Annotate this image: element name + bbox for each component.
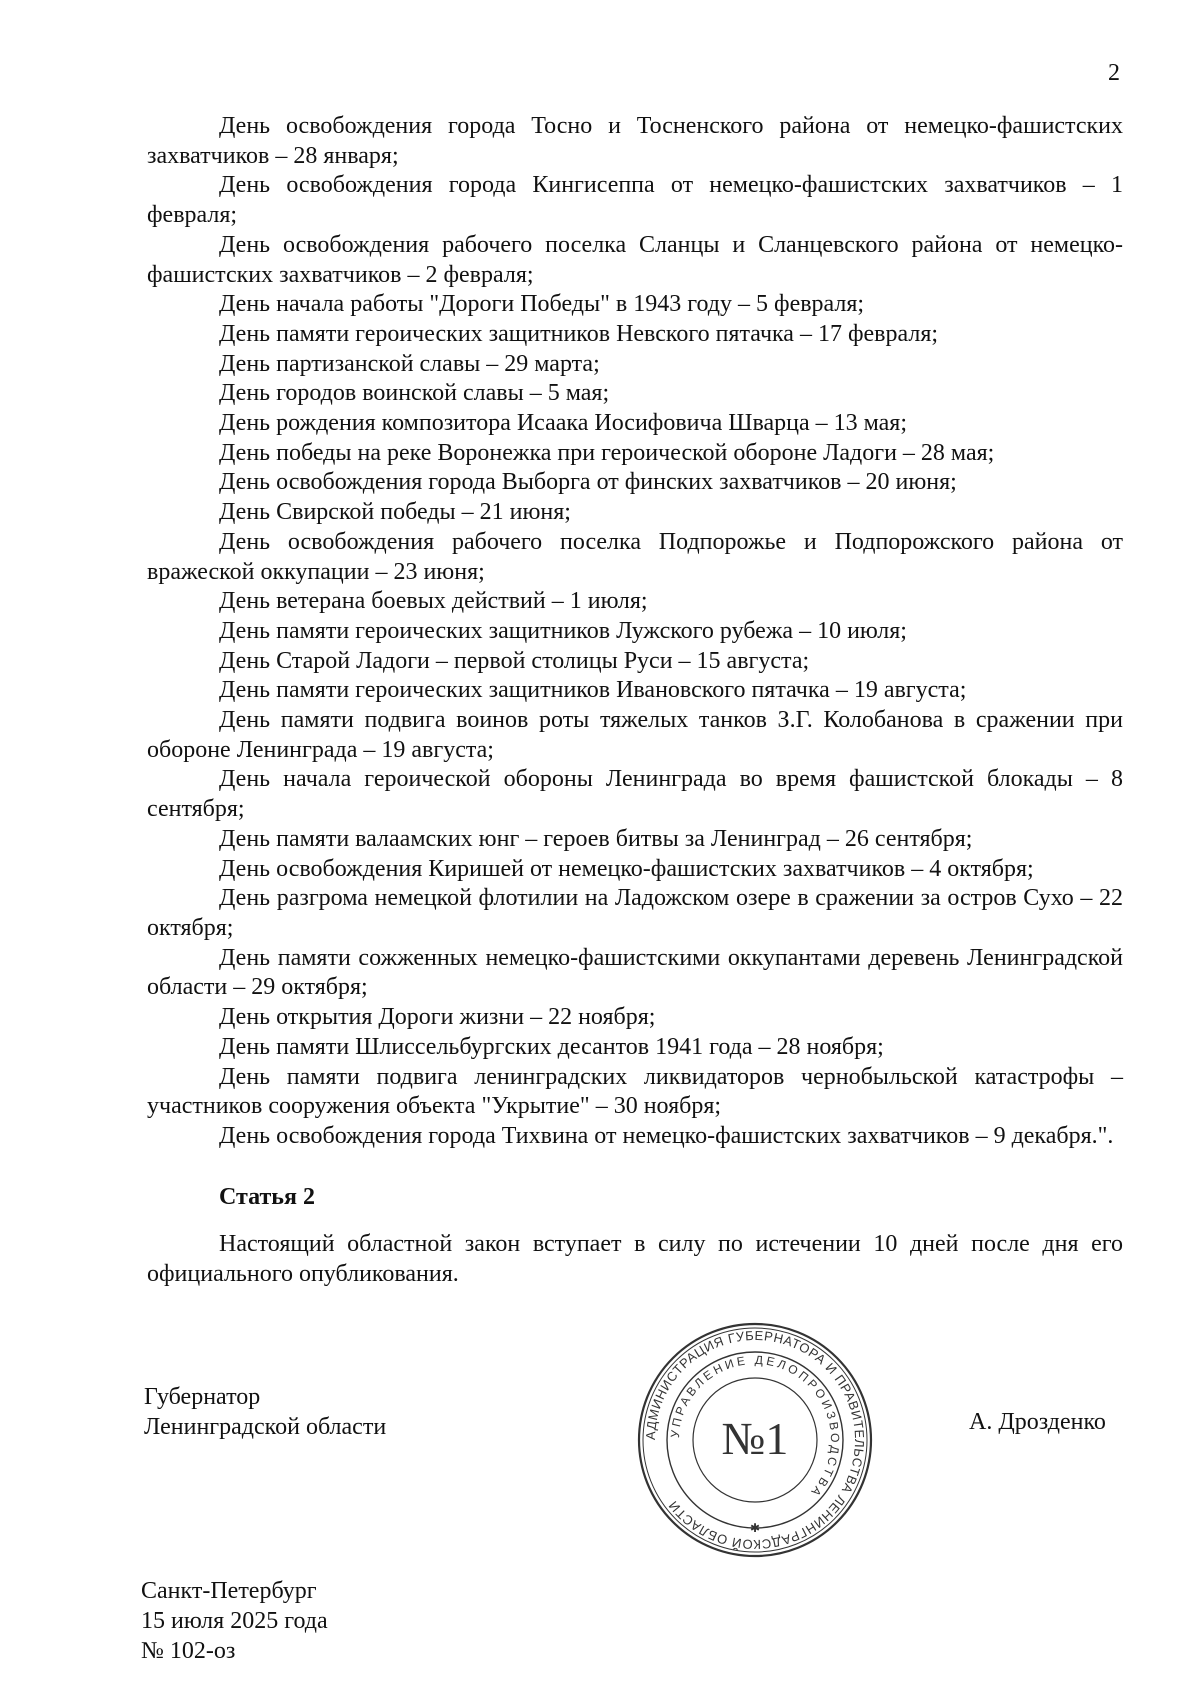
list-item: День памяти подвига ленинградских ликвидаторов чернобыльской катастрофы – участников сооружения объекта "Укрытие" – 30 ноября;	[147, 1063, 1123, 1120]
position-line-1: Губернатор	[144, 1384, 261, 1410]
document-place-date	[141, 1576, 328, 1666]
list-item: День городов воинской славы – 5 мая;	[219, 380, 610, 407]
list-item: День ветерана боевых действий – 1 июля;	[219, 588, 648, 615]
list-item: День памяти героических защитников Лужского рубежа – 10 июля;	[219, 617, 907, 644]
seal-star-icon: ✱	[749, 1521, 761, 1535]
official-seal	[635, 1320, 875, 1560]
signatory-name: А. Дрозденко	[969, 1409, 1106, 1435]
position-line-2: Ленинградской области	[144, 1414, 387, 1440]
law-number: № 102-оз	[141, 1638, 236, 1664]
list-item: День освобождения рабочего поселка Подпорожье и Подпорожского района от вражеской оккупации – 23 июня;	[147, 528, 1123, 585]
list-item: День открытия Дороги жизни – 22 ноября;	[219, 1004, 656, 1031]
list-item: День освобождения города Тихвина от немецко-фашистских захватчиков – 9 декабря.".	[219, 1122, 1114, 1149]
list-item: День Старой Ладоги – первой столицы Руси – 15 августа;	[219, 647, 810, 674]
date: 15 июля 2025 года	[141, 1608, 328, 1634]
seal-outer-text: АДМИНИСТРАЦИЯ ГУБЕРНАТОРА И ПРАВИТЕЛЬСТВА ЛЕНИНГРАДСКОЙ ОБЛАСТИ	[642, 1327, 868, 1553]
city: Санкт-Петербург	[141, 1578, 317, 1604]
list-item: День памяти подвига воинов роты тяжелых танков З.Г. Колобанова в сражении при обороне Ленинграда – 19 августа;	[147, 707, 1123, 763]
list-item: День Свирской победы – 21 июня;	[219, 499, 571, 526]
article-body: Настоящий областной закон вступает в силу по истечении 10 дней после дня его официального опубликования.	[147, 1231, 1123, 1288]
seal-inner-text: УПРАВЛЕНИЕ ДЕЛОПРОИЗВОДСТВА	[667, 1352, 843, 1502]
list-item: День рождения композитора Исаака Иосифовича Шварца – 13 мая;	[219, 410, 908, 437]
list-item: День освобождения города Выборга от финских захватчиков – 20 июня;	[219, 469, 957, 496]
list-item: День памяти валаамских юнг – героев битвы за Ленинград – 26 сентября;	[219, 825, 973, 852]
article-title: Статья 2	[219, 1183, 315, 1210]
list-item: День освобождения города Кингисеппа от немецко-фашистских захватчиков – 1 февраля;	[147, 172, 1123, 229]
list-item: День партизанской славы – 29 марта;	[219, 350, 600, 377]
list-item: День освобождения Киришей от немецко-фашистских захватчиков – 4 октября;	[219, 855, 1034, 882]
list-item: День памяти героических защитников Ивановского пятачка – 19 августа;	[219, 677, 967, 704]
seal-center-number: №1	[721, 1413, 789, 1464]
list-item: День разгрома немецкой флотилии на Ладожском озере в сражении за остров Сухо – 22 октября;	[147, 885, 1123, 941]
list-item: День освобождения города Тосно и Тосненского района от немецко-фашистских захватчиков – 28 января;	[147, 113, 1123, 169]
document-body	[147, 112, 1123, 1290]
list-item: День памяти героических защитников Невского пятачка – 17 февраля;	[219, 320, 939, 347]
list-item: День начала работы "Дороги Победы" в 1943 году – 5 февраля;	[219, 291, 865, 318]
page-number: 2	[1108, 60, 1120, 86]
list-item: День начала героической обороны Ленинграда во время фашистской блокады – 8 сентября;	[147, 766, 1123, 823]
commemorative-days-list	[147, 112, 1123, 1152]
list-item: День памяти сожженных немецко-фашистскими оккупантами деревень Ленинградской области – 29 октября;	[147, 944, 1123, 1001]
list-item: День победы на реке Воронежка при героической обороне Ладоги – 28 мая;	[219, 439, 995, 466]
list-item: День памяти Шлиссельбургских десантов 1941 года – 28 ноября;	[219, 1033, 884, 1060]
list-item: День освобождения рабочего поселка Сланцы и Сланцевского района от немецко-фашистских захватчиков – 2 февраля;	[147, 231, 1123, 288]
signatory-position	[144, 1382, 386, 1442]
